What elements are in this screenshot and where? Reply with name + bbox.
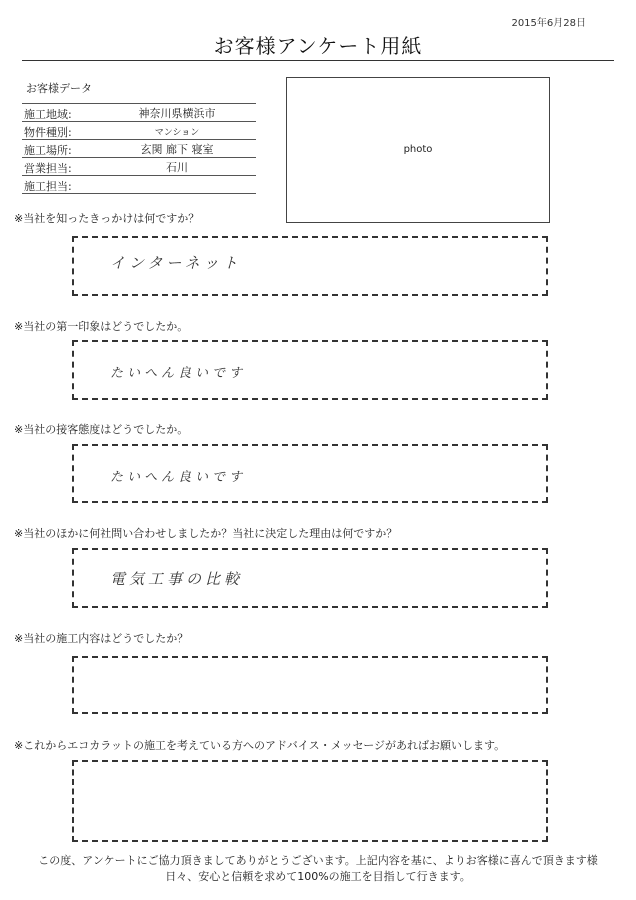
footer-line-2: 日々、安心と信頼を求めて100%の施工を目指して行きます。: [165, 870, 471, 883]
question-1: ※当社を知ったきっかけは何ですか？: [14, 212, 200, 225]
info-row-area: [22, 103, 256, 122]
answer-box-5: [72, 656, 548, 714]
question-5: ※当社の施工内容はどうでしたか？: [14, 632, 189, 645]
footer-message: [0, 853, 636, 885]
answer-text-1: インターネット: [110, 254, 242, 272]
answer-box-6: [72, 760, 548, 842]
info-value: 玄関 廊下 寝室: [140, 143, 214, 156]
answer-box-1: [72, 236, 548, 296]
info-label: 施工担当:: [24, 180, 72, 193]
question-4: ※当社のほかに何社問い合わせしましたか？当社に決定した理由は何ですか？: [14, 527, 398, 540]
title-divider: [22, 60, 614, 61]
answer-box-4: [72, 548, 548, 608]
question-2: ※当社の第一印象はどうでしたか。: [14, 320, 189, 333]
info-label: 物件種別:: [24, 126, 72, 139]
info-label: 施工地域:: [24, 108, 72, 121]
info-row-location: [22, 140, 256, 158]
answer-text-3: たいへん良いです: [110, 470, 247, 485]
customer-section-title: お客様データ: [26, 82, 92, 95]
info-row-property-type: [22, 122, 256, 140]
footer-line-1: この度、アンケートにご協力頂きましてありがとうございます。上記内容を基に、よりお客様に喜んで頂きます様: [38, 854, 598, 867]
info-label: 営業担当:: [24, 162, 72, 175]
info-value: マンション: [154, 128, 200, 138]
answer-text-4: 電気工事の比較: [110, 570, 244, 588]
info-row-sales-rep: [22, 158, 256, 176]
photo-label: photo: [403, 144, 433, 155]
photo-placeholder: [286, 77, 550, 223]
info-label: 施工場所:: [24, 144, 72, 157]
question-6: ※これからエコカラットの施工を考えている方へのアドバイス・メッセージがあればお願いします。: [14, 739, 506, 752]
customer-info-table: [22, 103, 256, 194]
info-row-installer: [22, 176, 256, 194]
answer-text-2: たいへん良いです: [110, 366, 247, 381]
answer-box-3: [72, 444, 548, 503]
info-value: 石川: [166, 161, 188, 174]
page-title: お客様アンケート用紙: [213, 34, 423, 58]
answer-box-2: [72, 340, 548, 400]
question-3: ※当社の接客態度はどうでしたか。: [14, 423, 189, 436]
info-value: 神奈川県横浜市: [138, 107, 216, 120]
survey-date: 2015年6月28日: [511, 18, 586, 29]
